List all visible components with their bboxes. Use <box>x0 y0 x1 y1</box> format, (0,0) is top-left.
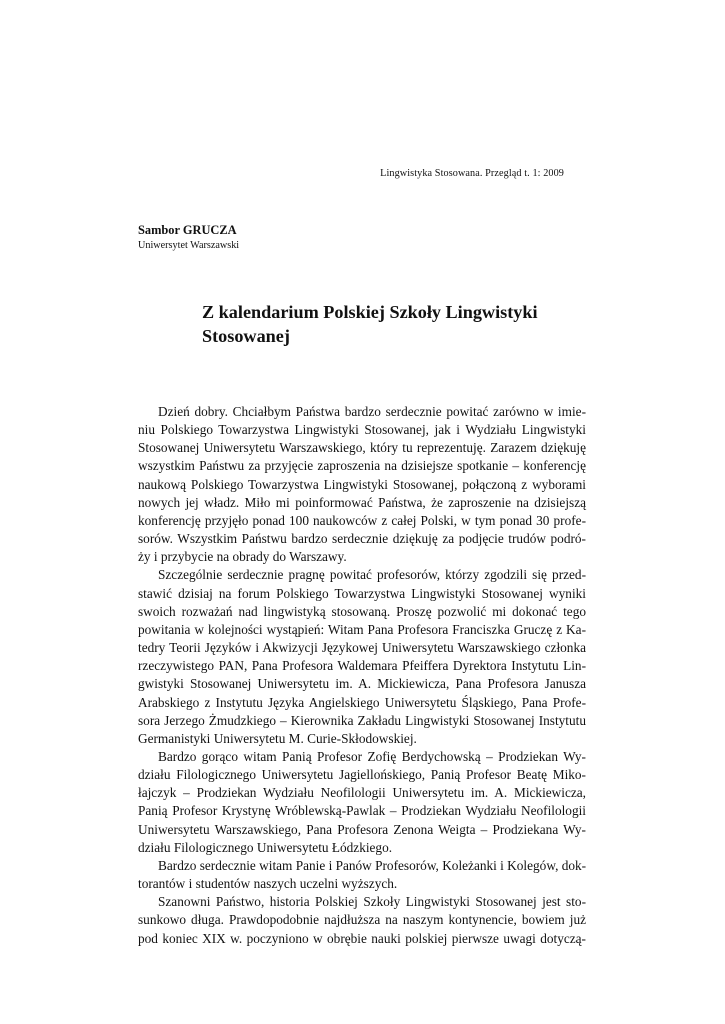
text-line: Dzień dobry. Chciałbym Państwa bardzo serdecznie powitać zarówno w imie- <box>158 404 586 419</box>
text-line: naukową Polskiego Towarzystwa Lingwistyki Stosowanej, połączoną z wyborami <box>138 476 586 492</box>
text-line: Uniwersytetu Warszawskiego, Pana Profesora Zenona Weigta – Prodziekana Wy- <box>138 821 586 837</box>
text-line: Stosowanej Uniwersytetu Warszawskiego, który tu reprezentuję. Zarazem dziękuję <box>138 440 586 456</box>
running-head: Lingwistyka Stosowana. Przegląd t. 1: 2009 <box>380 168 564 179</box>
text-line: niu Polskiego Towarzystwa Lingwistyki Stosowanej, jak i Wydziału Lingwistyki <box>138 422 586 438</box>
text-line: Szczególnie serdecznie pragnę powitać profesorów, którzy zgodzili się przed- <box>158 567 586 583</box>
text-line: Bardzo serdecznie witam Panie i Panów Profesorów, Koleżanki i Kolegów, dok- <box>158 857 587 873</box>
text-line: działu Filologicznego Uniwersytetu Łódzkiego. <box>138 839 393 855</box>
text-line: wszystkim Państwu za przyjęcie zaproszenia na dzisiejsze spotkanie – konferencję <box>138 458 586 474</box>
author-affiliation: Uniwersytet Warszawski <box>138 240 240 251</box>
text-line: łajczyk – Prodziekan Wydziału Neofilologii Uniwersytetu im. A. Mickiewicza, <box>138 785 586 801</box>
text-line: gwistyki Stosowanej Uniwersytetu im. A. Mickiewicza, Pana Profesora Janusza <box>138 676 586 692</box>
text-line: konferencję przyjęło ponad 100 naukowców z całej Polski, w tym ponad 30 profe- <box>138 512 586 528</box>
text-line: sorów. Wszystkim Państwu bardzo serdecznie dziękuję za podjęcie trudów podró- <box>138 531 586 547</box>
text-line: pod koniec XIX w. poczyniono w obrębie nauki polskiej pierwsze uwagi dotyczą- <box>138 930 586 946</box>
article-title-line: Stosowanej <box>202 326 290 346</box>
text-line: powitania w kolejności wystąpień: Witam Pana Profesora Franciszka Gruczę z Ka- <box>138 621 586 637</box>
text-line: działu Filologicznego Uniwersytetu Jagiellońskiego, Panią Profesor Beatę Miko- <box>138 767 586 783</box>
text-line: Panią Profesor Krystynę Wróblewską-Pawlak – Prodziekan Wydziału Neofilologii <box>138 803 586 819</box>
article-title <box>202 300 602 348</box>
text-line: swoich rozważań nad lingwistyką stosowaną. Proszę pozwolić mi dokonać tego <box>138 603 586 619</box>
text-line: Germanistyki Uniwersytetu M. Curie-Skłodowskiej. <box>138 730 417 746</box>
text-line: Arabskiego z Instytutu Języka Angielskiego Uniwersytetu Śląskiego, Pana Profe- <box>138 694 586 710</box>
text-line: rzeczywistego PAN, Pana Profesora Waldemara Pfeiffera Dyrektora Instytutu Lin- <box>138 658 586 674</box>
text-line: sora Jerzego Żmudzkiego – Kierownika Zakładu Lingwistyki Stosowanej Instytutu <box>138 712 586 728</box>
text-line: Szanowni Państwo, historia Polskiej Szkoły Lingwistyki Stosowanej jest sto- <box>158 894 586 910</box>
text-line: stawić dzisiaj na forum Polskiego Towarzystwa Lingwistyki Stosowanej wyniki <box>138 585 586 601</box>
author-name: Sambor GRUCZA <box>138 223 237 237</box>
text-line: nowych jej władz. Miło mi poinformować Państwa, że zaproszenie na dzisiejszą <box>138 494 586 510</box>
author-block <box>138 223 239 253</box>
article-body <box>138 403 586 948</box>
text-line: sunkowo długa. Prawdopodobnie najdłuższa na naszym kontynencie, bowiem już <box>138 912 586 928</box>
text-line: ży i przybycie na obrady do Warszawy. <box>138 549 347 565</box>
text-line: tedry Teorii Języków i Akwizycji Językowej Uniwersytetu Warszawskiego członka <box>138 640 586 656</box>
text-line: torantów i studentów naszych uczelni wyższych. <box>138 876 398 892</box>
article-title-line: Z kalendarium Polskiej Szkoły Lingwistyki <box>202 302 538 322</box>
text-line: Bardzo gorąco witam Panią Profesor Zofię Berdychowską – Prodziekan Wy- <box>158 748 586 764</box>
